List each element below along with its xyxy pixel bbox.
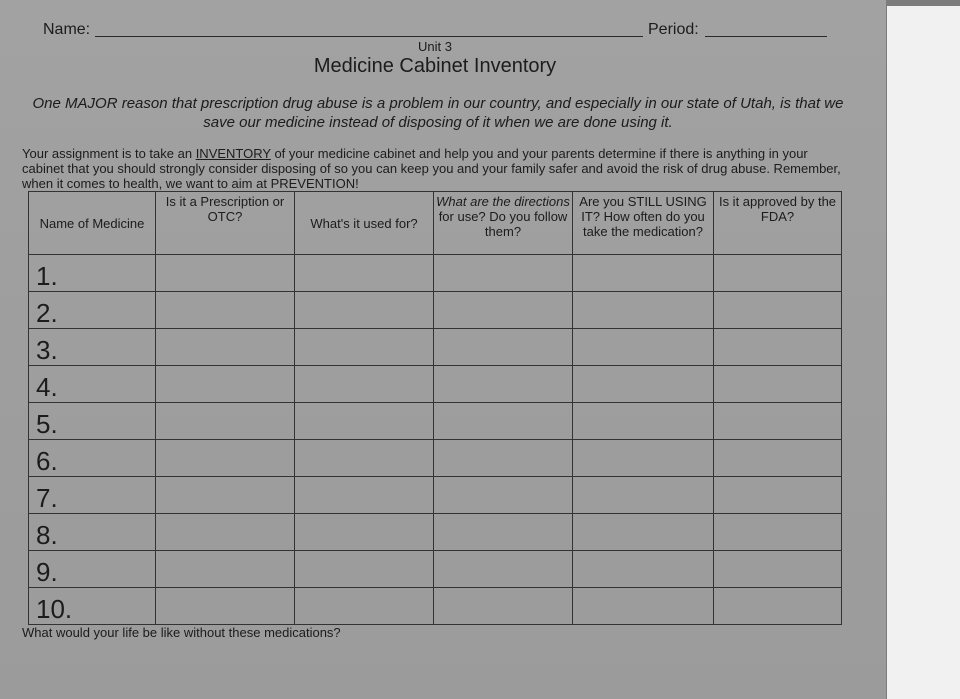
blank-entry-cell[interactable] [434,255,573,292]
row-number: 7. [29,477,156,514]
blank-entry-cell[interactable] [295,588,434,625]
header-directions-text [434,192,572,239]
table-row [29,403,842,440]
table-row [29,477,842,514]
row-number: 5. [29,403,156,440]
blank-entry-cell[interactable] [434,477,573,514]
blank-entry-cell[interactable] [434,403,573,440]
intro-statement: One MAJOR reason that prescription drug abuse is a problem in our country, and especially in our state of Utah, is that we save our medicine instead of disposing of it when we are done using it. [32,95,844,131]
blank-entry-cell[interactable] [573,551,714,588]
blank-entry-cell[interactable] [156,329,295,366]
row-number: 6. [29,440,156,477]
header-name-of-medicine [29,192,156,255]
blank-entry-cell[interactable] [434,514,573,551]
blank-entry-cell[interactable] [714,403,842,440]
assignment-text [22,146,852,191]
row-number: 9. [29,551,156,588]
blank-entry-cell[interactable] [573,292,714,329]
blank-entry-cell[interactable] [156,477,295,514]
row-number: 1. [29,255,156,292]
blank-entry-cell[interactable] [714,588,842,625]
blank-entry-cell[interactable] [573,329,714,366]
blank-entry-cell[interactable] [573,514,714,551]
blank-entry-cell[interactable] [295,292,434,329]
header-used-for-text: What's it used for? [310,215,418,231]
blank-entry-cell[interactable] [573,403,714,440]
blank-entry-cell[interactable] [156,366,295,403]
name-label: Name: [43,21,91,38]
blank-entry-cell[interactable] [434,588,573,625]
blank-entry-cell[interactable] [434,440,573,477]
blank-entry-cell[interactable] [714,440,842,477]
blank-entry-cell[interactable] [156,255,295,292]
blank-entry-cell[interactable] [714,329,842,366]
blank-entry-cell[interactable] [714,366,842,403]
table-row [29,366,842,403]
inventory-emphasis: INVENTORY [195,146,271,161]
header-fda-approved-text: Is it approved by the FDA? [718,194,837,224]
table-row [29,255,842,292]
header-prescription-or-otc [156,192,295,255]
header-prescription-or-otc-text: Is it a Prescription or OTC? [165,194,285,224]
background-sheet [887,6,960,699]
row-number: 4. [29,366,156,403]
blank-entry-cell[interactable] [295,440,434,477]
table-row [29,292,842,329]
footer-question: What would your life be like without these medications? [22,625,341,640]
period-blank-line[interactable] [705,36,827,37]
blank-entry-cell[interactable] [573,255,714,292]
inventory-table [28,191,842,625]
header-directions-rest: for use? Do you follow them? [438,209,568,239]
blank-entry-cell[interactable] [714,477,842,514]
header-directions-emphasis: What are the directions [436,194,570,209]
blank-entry-cell[interactable] [714,514,842,551]
blank-entry-cell[interactable] [156,588,295,625]
blank-entry-cell[interactable] [295,477,434,514]
row-number: 3. [29,329,156,366]
table-header-row [29,192,842,255]
table-row [29,329,842,366]
header-fda-approved [714,192,842,255]
table-row [29,514,842,551]
blank-entry-cell[interactable] [573,440,714,477]
blank-entry-cell[interactable] [434,329,573,366]
header-used-for [295,192,434,255]
blank-entry-cell[interactable] [714,255,842,292]
period-label: Period: [648,21,699,38]
header-still-using-text: Are you STILL USING IT? How often do you take the medication? [579,194,707,239]
blank-entry-cell[interactable] [434,292,573,329]
blank-entry-cell[interactable] [156,440,295,477]
blank-entry-cell[interactable] [295,366,434,403]
assignment-text-start: Your assignment is to take an [22,146,196,161]
header-still-using [573,192,714,255]
blank-entry-cell[interactable] [573,477,714,514]
blank-entry-cell[interactable] [295,255,434,292]
blank-entry-cell[interactable] [156,551,295,588]
assignment-text-end: of your medicine cabinet and help you and your parents determine if there is anything in your cabinet that you should strongly consider disposing of so you can keep you and your family safer and avoid the risk of drug abuse. Remember, when it comes to health, we want to aim at PREVENTION! [22,146,841,191]
blank-entry-cell[interactable] [714,292,842,329]
blank-entry-cell[interactable] [156,292,295,329]
blank-entry-cell[interactable] [295,403,434,440]
row-number: 10. [29,588,156,625]
worksheet-title: Medicine Cabinet Inventory [313,55,557,77]
unit-label: Unit 3 [418,39,452,54]
row-number: 2. [29,292,156,329]
table-row [29,440,842,477]
table-row [29,588,842,625]
blank-entry-cell[interactable] [295,329,434,366]
blank-entry-cell[interactable] [573,366,714,403]
blank-entry-cell[interactable] [714,551,842,588]
blank-entry-cell[interactable] [156,514,295,551]
blank-entry-cell[interactable] [434,366,573,403]
blank-entry-cell[interactable] [295,551,434,588]
name-blank-line[interactable] [95,36,643,37]
blank-entry-cell[interactable] [434,551,573,588]
blank-entry-cell[interactable] [156,403,295,440]
blank-entry-cell[interactable] [295,514,434,551]
header-directions [434,192,573,255]
table-row [29,551,842,588]
header-name-of-medicine-text: Name of Medicine [39,215,145,231]
blank-entry-cell[interactable] [573,588,714,625]
row-number: 8. [29,514,156,551]
